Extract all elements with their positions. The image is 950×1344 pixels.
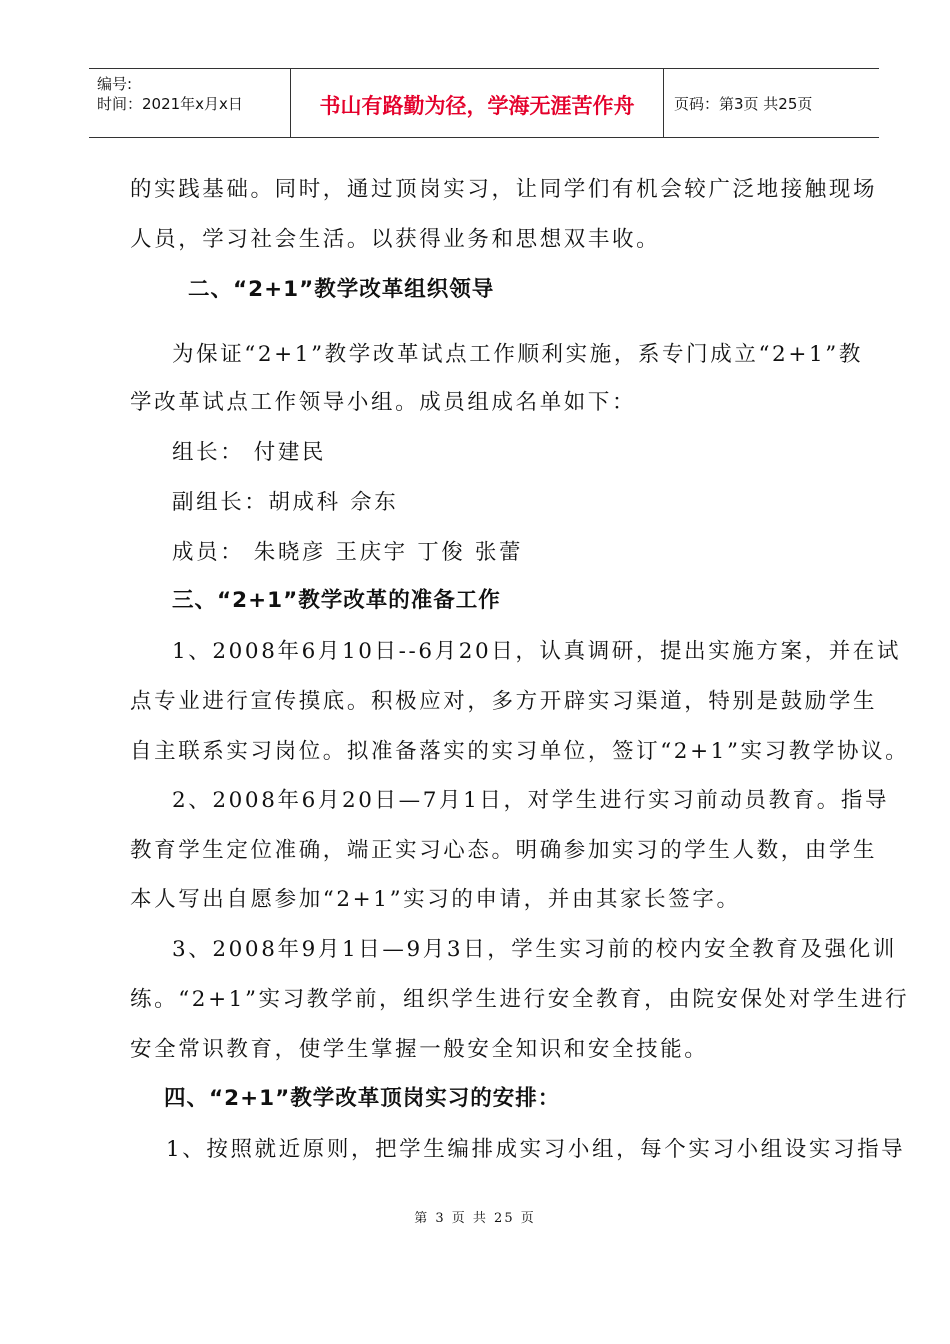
- body-line: 2、2008年6月20日—7月1日，对学生进行实习前动员教育。指导: [172, 788, 890, 813]
- section-heading-4: 四、“2+1”教学改革顶岗实习的安排：: [164, 1086, 561, 1111]
- body-line: 1、按照就近原则，把学生编排成实习小组，每个实习小组设实习指导: [166, 1137, 906, 1162]
- page-header: [89, 68, 879, 138]
- body-line: 人员，学习社会生活。以获得业务和思想双丰收。: [130, 227, 661, 252]
- body-line: 1、2008年6月10日--6月20日，认真调研，提出实施方案，并在试: [172, 639, 901, 664]
- header-right-cell: [664, 69, 879, 137]
- team-leader-line: 组长： 付建民: [172, 440, 327, 465]
- body-line: 3、2008年9月1日—9月3日，学生实习前的校内安全教育及强化训: [172, 937, 897, 962]
- section-heading-2: 二、“2+1”教学改革组织领导: [188, 277, 495, 302]
- header-left-cell: [89, 69, 291, 137]
- body-line: 教育学生定位准确，端正实习心态。明确参加实习的学生人数，由学生: [130, 838, 878, 863]
- page-footer: 第 3 页 共 25 页: [414, 1211, 536, 1226]
- body-line: 本人写出自愿参加“2+1”实习的申请，并由其家长签字。: [130, 887, 741, 912]
- body-line: 安全常识教育，使学生掌握一般安全知识和安全技能。: [130, 1037, 709, 1062]
- serial-label: 编号:: [97, 75, 133, 93]
- members-line: 成员： 朱晓彦 王庆宇 丁俊 张蕾: [172, 540, 524, 565]
- deputy-leader-line: 副组长：胡成科 佘东: [172, 490, 399, 515]
- section-heading-3: 三、“2+1”教学改革的准备工作: [172, 588, 501, 613]
- header-motto: 书山有路勤为径，学海无涯苦作舟: [319, 94, 635, 118]
- body-line: 的实践基础。同时，通过顶岗实习，让同学们有机会较广泛地接触现场: [130, 177, 878, 202]
- body-line: 自主联系实习岗位。拟准备落实的实习单位，签订“2+1”实习教学协议。: [130, 739, 910, 764]
- body-line: 为保证“2+1”教学改革试点工作顺利实施，系专门成立“2+1”教: [172, 342, 863, 367]
- header-page-code: 页码：第3页 共25页: [674, 95, 813, 113]
- time-label: 时间：2021年x月x日: [97, 95, 243, 113]
- body-line: 学改革试点工作领导小组。成员组成名单如下：: [130, 390, 637, 415]
- body-line: 点专业进行宣传摸底。积极应对，多方开辟实习渠道，特别是鼓励学生: [130, 689, 878, 714]
- header-middle-cell: [291, 69, 664, 137]
- body-line: 练。“2+1”实习教学前，组织学生进行安全教育，由院安保处对学生进行: [130, 987, 910, 1012]
